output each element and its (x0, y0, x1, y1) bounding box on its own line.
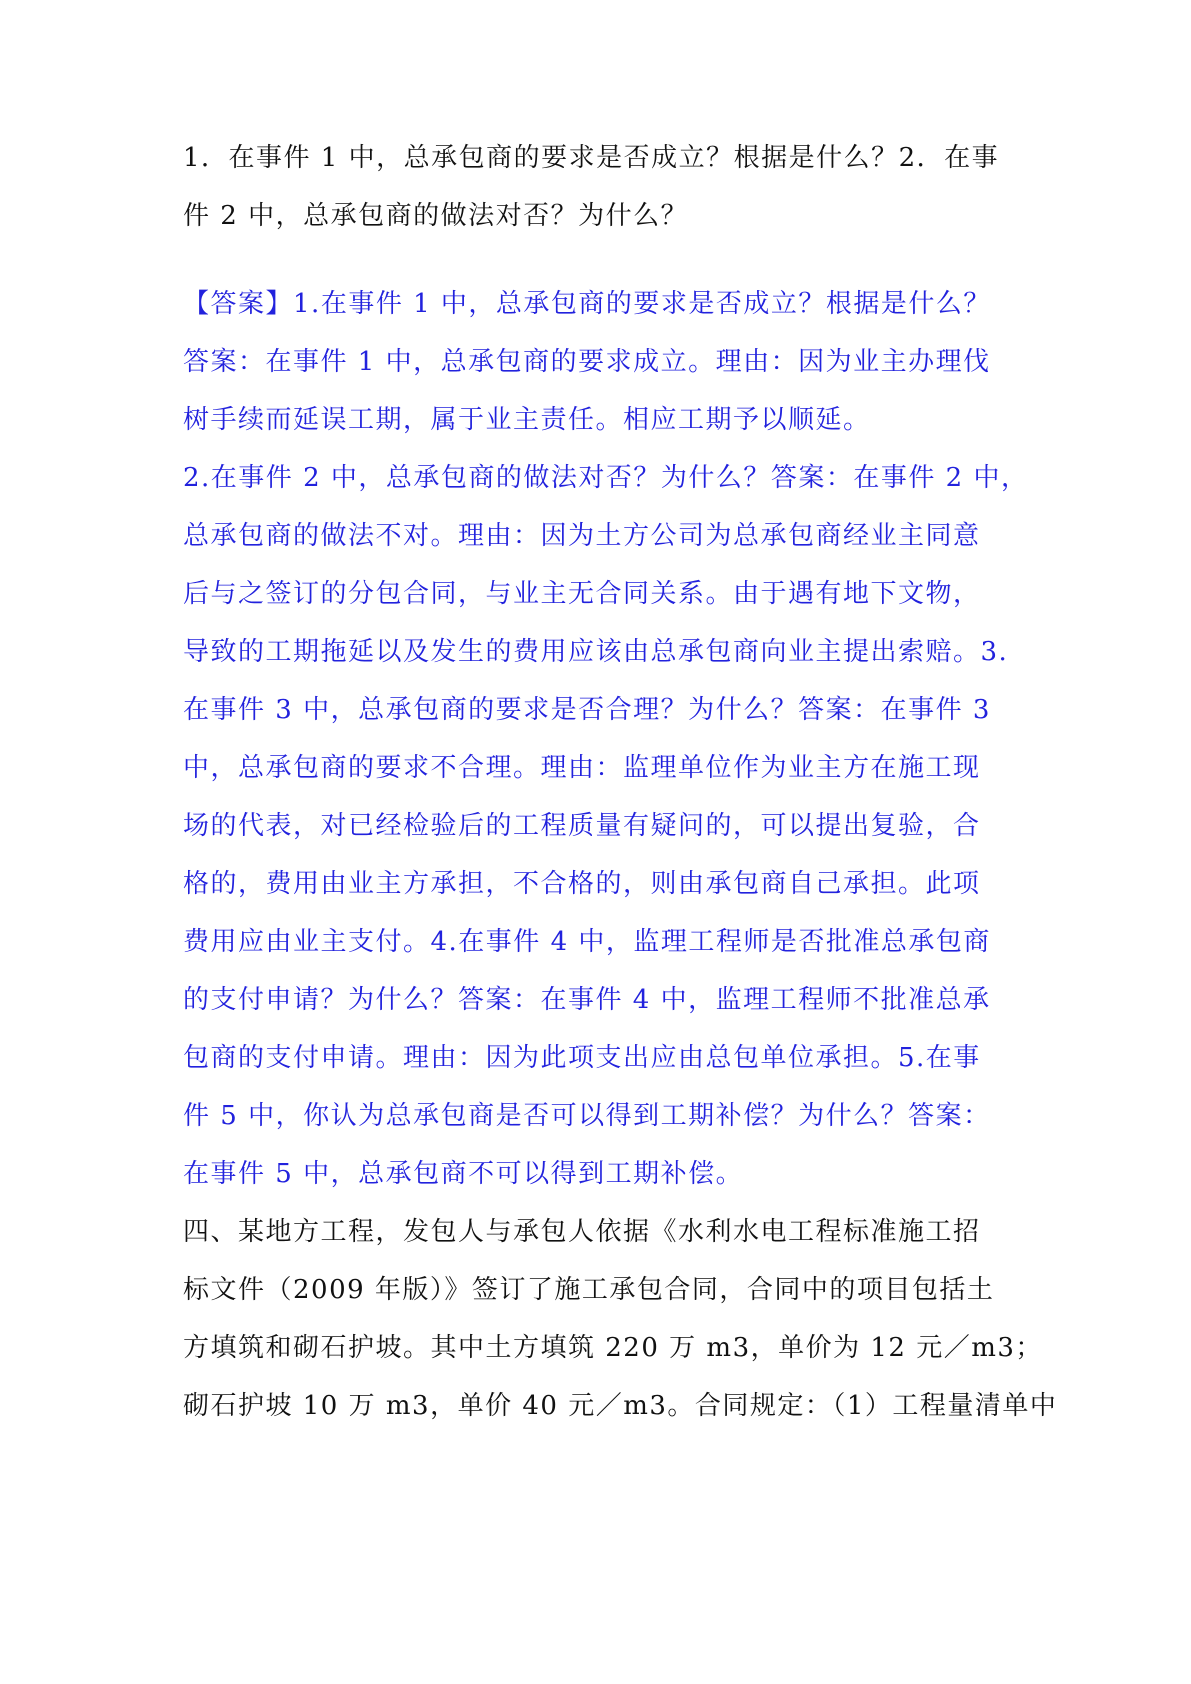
section-four-line: 四、某地方工程，发包人与承包人依据《水利水电工程标准施工招 (183, 1217, 981, 1247)
answer-line: 2.在事件 2 中，总承包商的做法对否？为什么？答案：在事件 2 中， (183, 463, 1029, 493)
answer-line: 答案：在事件 1 中，总承包商的要求成立。理由：因为业主办理伐 (183, 347, 991, 377)
answer-line: 后与之签订的分包合同，与业主无合同关系。由于遇有地下文物， (183, 579, 981, 609)
section-four-line: 砌石护坡 10 万 m3，单价 40 元／m3。合同规定：（1）工程量清单中 (183, 1391, 1058, 1421)
question-line-2: 件 2 中，总承包商的做法对否？为什么？ (183, 201, 689, 231)
section-four-line: 标文件（2009 年版）》签订了施工承包合同，合同中的项目包括土 (183, 1275, 995, 1305)
answer-line: 费用应由业主支付。4.在事件 4 中，监理工程师是否批准总承包商 (183, 927, 991, 957)
answer-line: 导致的工期拖延以及发生的费用应该由总承包商向业主提出索赔。3. (183, 637, 1009, 667)
answer-first-line (183, 287, 991, 321)
answer-line: 格的，费用由业主方承担，不合格的，则由承包商自己承担。此项 (183, 869, 981, 899)
answer-line: 场的代表，对已经检验后的工程质量有疑问的，可以提出复验，合 (183, 811, 981, 841)
question-line-1: 1．在事件 1 中，总承包商的要求是否成立？根据是什么？2．在事 (183, 143, 1000, 173)
answer-line: 在事件 3 中，总承包商的要求是否合理？为什么？答案：在事件 3 (183, 695, 991, 725)
answer-line: 树手续而延误工期，属于业主责任。相应工期予以顺延。 (183, 405, 871, 435)
answer-line: 总承包商的做法不对。理由：因为土方公司为总承包商经业主同意 (183, 521, 981, 551)
answer-tag: 【答案】 (183, 289, 294, 319)
answer-line: 中，总承包商的要求不合理。理由：监理单位作为业主方在施工现 (183, 753, 981, 783)
answer-line: 的支付申请？为什么？答案：在事件 4 中，监理工程师不批准总承 (183, 985, 991, 1015)
answer-line: 在事件 5 中，总承包商不可以得到工期补偿。 (183, 1159, 744, 1189)
answer-line: 包商的支付申请。理由：因为此项支出应由总包单位承担。5.在事 (183, 1043, 981, 1073)
answer-line: 件 5 中，你认为总承包商是否可以得到工期补偿？为什么？答案： (183, 1101, 991, 1131)
section-four-line: 方填筑和砌石护坡。其中土方填筑 220 万 m3，单价为 12 元／m3； (183, 1333, 1043, 1363)
answer-first-line-text: 1.在事件 1 中，总承包商的要求是否成立？根据是什么？ (293, 289, 991, 319)
